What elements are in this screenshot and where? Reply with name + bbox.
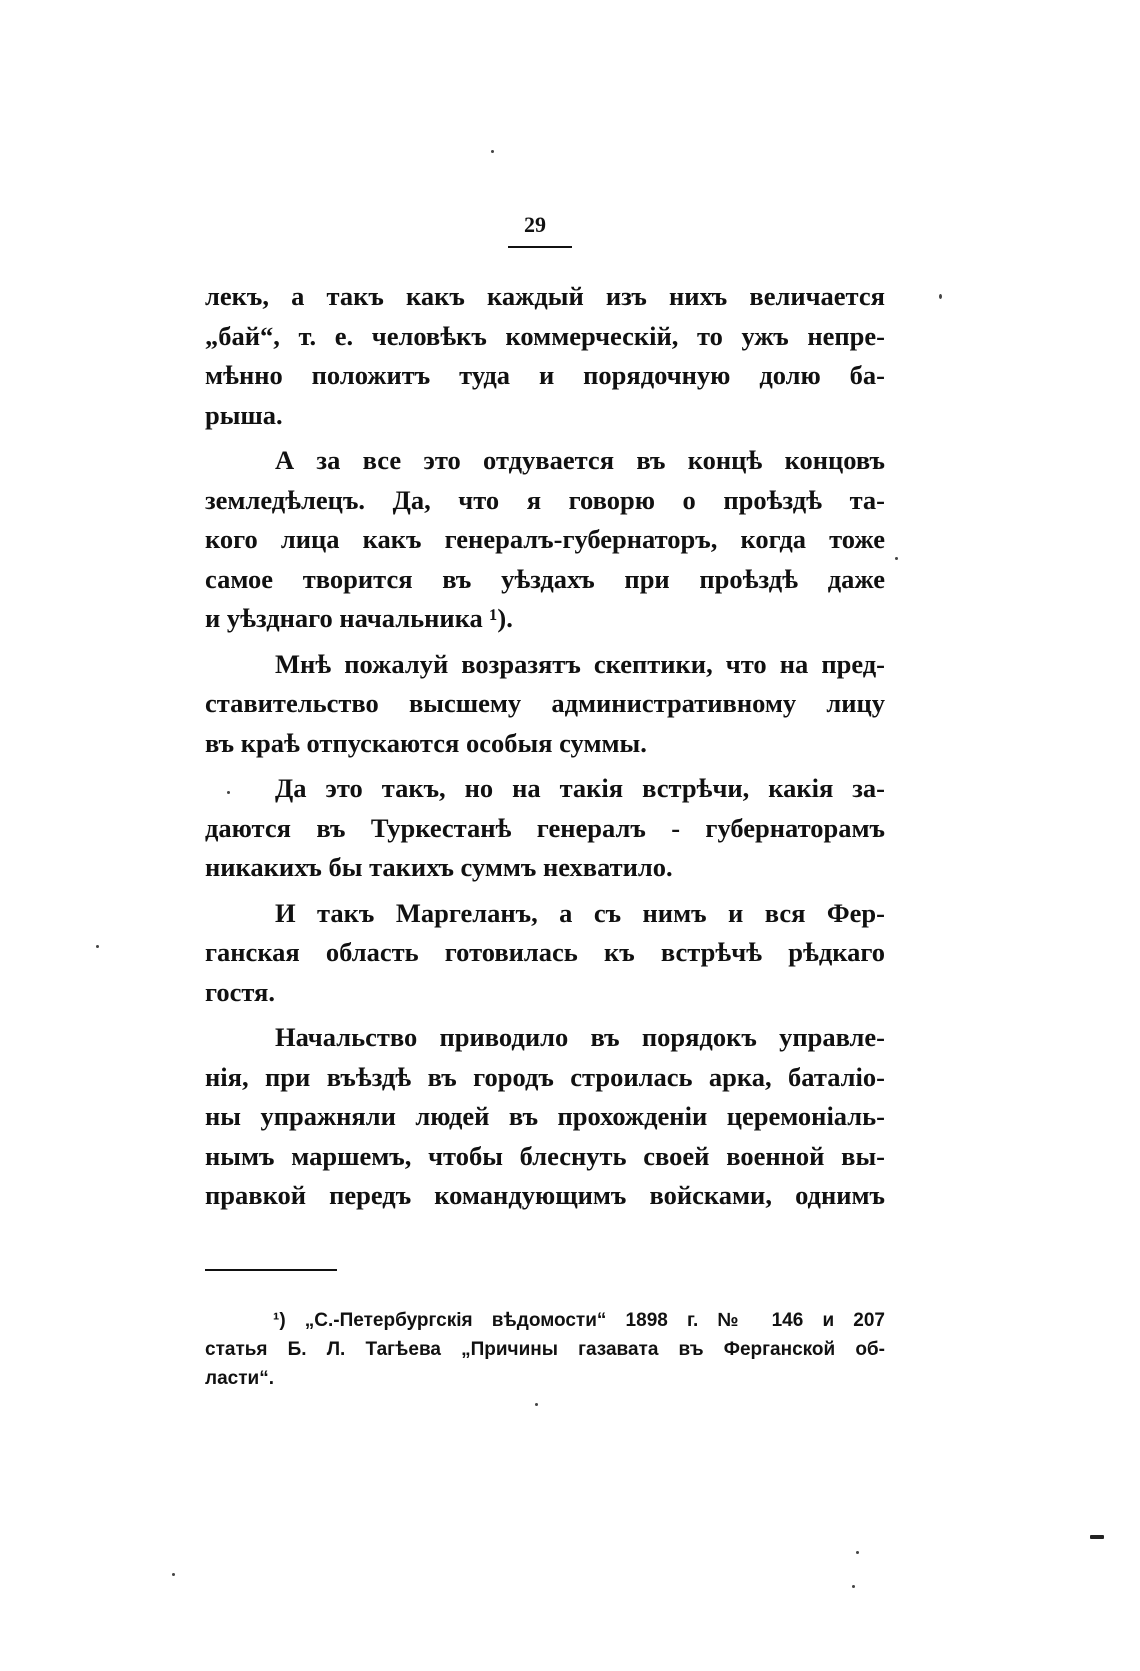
text-line: А за все это отдувается въ концѣ концовъ [275, 445, 885, 475]
paragraph [205, 277, 885, 435]
footnote [205, 1306, 885, 1393]
page-number: 29 [524, 212, 546, 237]
scan-speck [96, 945, 99, 948]
text-line: мѣнно положитъ туда и порядочную долю ба- [205, 360, 885, 390]
footnote-separator-tail [327, 1269, 337, 1271]
text-line: и уѣзднаго начальника ¹). [205, 603, 513, 633]
text-line: земледѣлецъ. Да, что я говорю о проѣздѣ та- [205, 484, 885, 515]
text-line: правкой передъ командующимъ войсками, однимъ [205, 1180, 885, 1210]
text-line: Да это такъ, но на такія встрѣчи, какія за- [275, 773, 885, 803]
paragraph [205, 441, 885, 639]
footnote-line: ¹) „С.-Петербургскія вѣдомости“ 1898 г. № 146 и 207 [273, 1310, 885, 1331]
text-line: самое творится въ уѣздахъ при проѣздѣ даже [205, 563, 885, 594]
body-text [205, 277, 885, 1222]
text-line: нія, при въѣздѣ въ городъ строилась арка, баталіо- [205, 1061, 885, 1092]
scan-speck [491, 150, 494, 153]
text-line: даются въ Туркестанѣ генералъ - губернаторамъ [205, 812, 885, 843]
paragraph [205, 1018, 885, 1216]
scan-speck [856, 1551, 859, 1554]
text-line: кого лица какъ генералъ-губернаторъ, когда тоже [205, 524, 885, 554]
text-line: нымъ маршемъ, чтобы блеснуть своей военной вы- [205, 1140, 885, 1171]
text-line: И такъ Маргеланъ, а съ нимъ и вся Фер- [275, 897, 885, 928]
scan-speck [172, 1573, 175, 1576]
text-line: ны упражняли людей въ прохожденіи церемоніаль- [205, 1101, 885, 1131]
paragraph [205, 769, 885, 888]
footnote-line: ласти“. [205, 1368, 274, 1389]
page-number-underline [508, 246, 572, 248]
scan-speck [227, 791, 230, 794]
paragraph [205, 894, 885, 1013]
text-line: ганская область готовилась къ встрѣчѣ рѣдкаго [205, 937, 885, 967]
scan-speck [852, 1585, 855, 1588]
footnote-separator [205, 1269, 335, 1271]
paragraph [205, 645, 885, 764]
scan-speck [535, 1403, 538, 1406]
text-line: никакихъ бы такихъ суммъ нехватило. [205, 852, 673, 882]
text-line: „бай“, т. е. человѣкъ коммерческій, то ужъ непре- [205, 320, 885, 351]
text-line: рыша. [205, 399, 283, 430]
scan-speck [939, 294, 942, 299]
footnote-line: статья Б. Л. Тагѣева „Причины газавата въ Ферганской об- [205, 1339, 885, 1360]
text-line: въ краѣ отпускаются особыя суммы. [205, 727, 647, 758]
scan-speck [895, 557, 898, 560]
text-line: лекъ, а такъ какъ каждый изъ нихъ величается [205, 281, 885, 311]
text-line: Начальство приводило въ порядокъ управле- [275, 1022, 885, 1052]
text-line: Мнѣ пожалуй возразятъ скептики, что на пред- [275, 648, 885, 679]
scan-speck [1090, 1535, 1104, 1539]
text-line: ставительство высшему административному лицу [205, 688, 885, 718]
text-line: гостя. [205, 976, 276, 1007]
